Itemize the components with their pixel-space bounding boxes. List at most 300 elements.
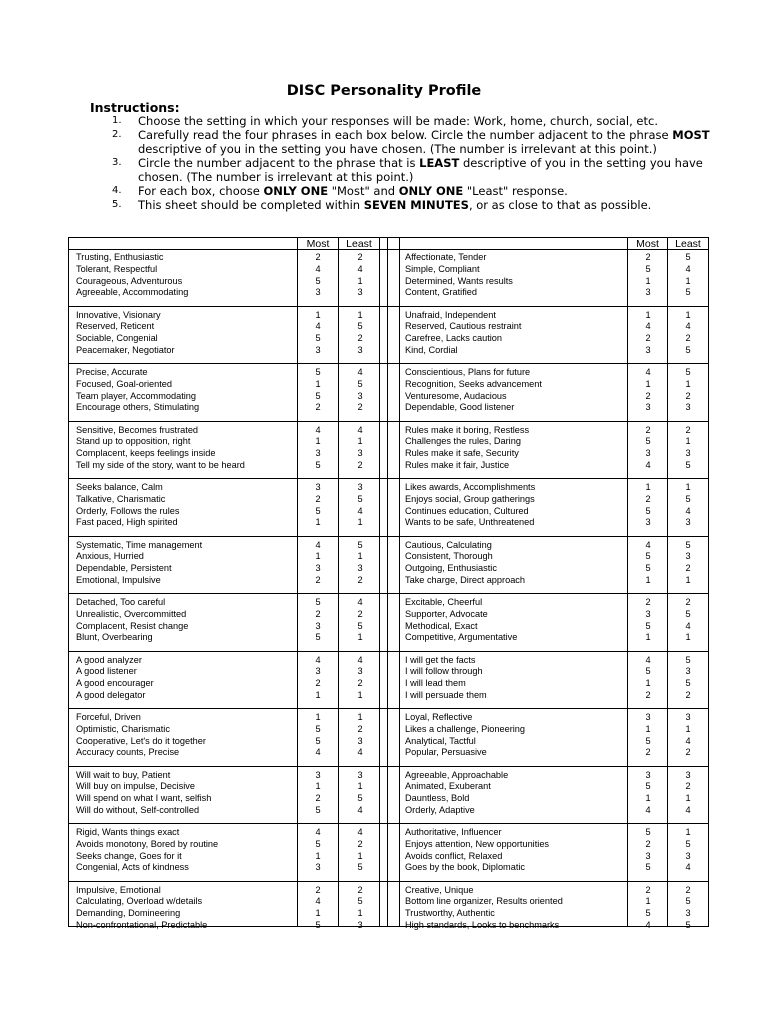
- right-least-number[interactable]: 5: [685, 344, 691, 355]
- right-least-number[interactable]: 5: [685, 539, 691, 550]
- left-most-number[interactable]: 4: [315, 321, 321, 332]
- left-least-number[interactable]: 2: [357, 402, 363, 413]
- right-phrase: Dependable, Good listener: [405, 402, 515, 413]
- right-least-number[interactable]: 2: [685, 563, 691, 574]
- right-phrase: Likes a challenge, Pioneering: [405, 723, 526, 734]
- instruction-fragment: , or as close to that as possible.: [468, 198, 652, 212]
- right-least-number[interactable]: 5: [685, 838, 691, 849]
- right-least-number[interactable]: 2: [685, 884, 691, 895]
- left-least-number[interactable]: 5: [357, 896, 363, 907]
- left-least-number[interactable]: 4: [357, 827, 363, 837]
- right-most-number[interactable]: 4: [645, 539, 651, 550]
- right-phrase: I will follow through: [405, 666, 483, 677]
- right-least-number[interactable]: 5: [685, 896, 691, 907]
- table-row: [69, 781, 708, 792]
- right-most-number[interactable]: 4: [645, 654, 651, 665]
- left-most-number[interactable]: 2: [315, 678, 321, 689]
- left-least-number[interactable]: 1: [357, 436, 363, 447]
- right-least-number[interactable]: 2: [685, 689, 691, 700]
- left-least-number[interactable]: 1: [357, 689, 363, 700]
- left-most-number[interactable]: 5: [315, 919, 321, 930]
- right-least-number[interactable]: 4: [685, 505, 691, 516]
- right-most-number[interactable]: 1: [645, 793, 651, 804]
- group-divider: [69, 421, 708, 422]
- right-most-header: Most: [636, 238, 659, 250]
- left-most-number[interactable]: 2: [315, 608, 321, 619]
- right-most-number[interactable]: 4: [645, 804, 651, 815]
- left-least-number[interactable]: 2: [357, 723, 363, 734]
- left-least-number[interactable]: 5: [357, 793, 363, 804]
- left-least-number[interactable]: 1: [357, 908, 363, 919]
- table-row: [69, 609, 708, 620]
- left-phrase: Systematic, Time management: [76, 539, 203, 550]
- right-least-number[interactable]: 4: [685, 321, 691, 332]
- left-most-number[interactable]: 3: [315, 769, 321, 780]
- instruction-fragment: Carefully read the four phrases in each box below. Circle the number adjacent to the phrase: [138, 128, 673, 142]
- right-most-number[interactable]: 3: [645, 448, 651, 459]
- left-most-number[interactable]: 5: [315, 390, 321, 401]
- left-least-number[interactable]: 4: [357, 804, 363, 815]
- table-row: [69, 747, 708, 758]
- left-phrase: Trusting, Enthusiastic: [76, 252, 164, 262]
- right-phrase: Consistent, Thorough: [405, 551, 493, 562]
- right-phrase: Cautious, Calculating: [405, 539, 492, 550]
- right-phrase: I will persuade them: [405, 689, 487, 700]
- left-phrase: Will wait to buy, Patient: [76, 769, 171, 780]
- right-most-number[interactable]: 1: [645, 309, 651, 320]
- right-phrase: Conscientious, Plans for future: [405, 367, 531, 377]
- left-least-number[interactable]: 5: [357, 862, 363, 873]
- right-least-number[interactable]: 4: [685, 620, 691, 631]
- right-least-number[interactable]: 3: [685, 850, 691, 861]
- left-phrase: A good listener: [76, 666, 137, 677]
- right-least-number[interactable]: 5: [685, 367, 691, 377]
- right-phrase: I will get the facts: [405, 654, 476, 665]
- left-least-number[interactable]: 3: [357, 448, 363, 459]
- left-phrase: Agreeable, Accommodating: [76, 287, 189, 298]
- left-most-number[interactable]: 2: [315, 493, 321, 504]
- left-most-number[interactable]: 5: [315, 804, 321, 815]
- right-most-number[interactable]: 1: [645, 275, 651, 286]
- right-most-number[interactable]: 4: [645, 459, 651, 470]
- left-most-number[interactable]: 1: [315, 551, 321, 562]
- right-most-number[interactable]: 5: [645, 263, 651, 274]
- left-most-number[interactable]: 3: [315, 666, 321, 677]
- right-most-number[interactable]: 2: [645, 838, 651, 849]
- left-most-number[interactable]: 3: [315, 482, 321, 492]
- right-least-number[interactable]: 5: [685, 459, 691, 470]
- right-least-number[interactable]: 3: [685, 908, 691, 919]
- right-most-number[interactable]: 1: [645, 723, 651, 734]
- right-most-number[interactable]: 5: [645, 862, 651, 873]
- right-most-number[interactable]: 3: [645, 517, 651, 528]
- right-phrase: Continues education, Cultured: [405, 505, 529, 516]
- left-least-number[interactable]: 5: [357, 493, 363, 504]
- left-least-number[interactable]: 1: [357, 551, 363, 562]
- left-most-number[interactable]: 3: [315, 620, 321, 631]
- left-phrase: Non-confrontational, Predictable: [76, 919, 208, 930]
- left-least-number[interactable]: 2: [357, 884, 363, 895]
- left-most-number[interactable]: 4: [315, 424, 321, 435]
- left-most-number[interactable]: 5: [315, 838, 321, 849]
- right-least-number[interactable]: 1: [685, 723, 691, 734]
- right-most-number[interactable]: 5: [645, 908, 651, 919]
- left-most-number[interactable]: 1: [315, 712, 321, 722]
- left-least-number[interactable]: 4: [357, 597, 363, 607]
- instruction-text: [138, 156, 710, 184]
- right-least-number[interactable]: 3: [685, 666, 691, 677]
- left-most-number[interactable]: 1: [315, 378, 321, 389]
- left-least-number[interactable]: 1: [357, 309, 363, 320]
- right-least-number[interactable]: 1: [685, 309, 691, 320]
- right-most-number[interactable]: 1: [645, 574, 651, 585]
- table-row: [69, 448, 708, 459]
- instruction-fragment: "Most" and: [328, 184, 399, 198]
- left-most-number[interactable]: 1: [315, 436, 321, 447]
- right-most-number[interactable]: 2: [645, 252, 651, 262]
- right-most-number[interactable]: 5: [645, 827, 651, 837]
- right-most-number[interactable]: 5: [645, 781, 651, 792]
- right-least-number[interactable]: 3: [685, 448, 691, 459]
- right-most-number[interactable]: 4: [645, 321, 651, 332]
- left-phrase: Avoids monotony, Bored by routine: [76, 838, 219, 849]
- left-phrase: Fast paced, High spirited: [76, 517, 178, 528]
- table-row: [69, 310, 708, 321]
- right-least-number[interactable]: 1: [685, 827, 691, 837]
- left-most-number[interactable]: 4: [315, 827, 321, 837]
- left-least-number[interactable]: 1: [357, 712, 363, 722]
- right-least-number[interactable]: 4: [685, 804, 691, 815]
- right-least-number[interactable]: 5: [685, 919, 691, 930]
- table-row: [69, 436, 708, 447]
- left-phrase: Accuracy counts, Precise: [76, 747, 180, 758]
- instruction-number: 1.: [112, 115, 122, 126]
- table-row: [69, 460, 708, 471]
- right-phrase: Loyal, Reflective: [405, 712, 473, 722]
- right-most-number[interactable]: 1: [645, 378, 651, 389]
- left-most-number[interactable]: 5: [315, 597, 321, 607]
- left-phrase: Congenial, Acts of kindness: [76, 862, 189, 873]
- right-least-number[interactable]: 5: [685, 287, 691, 298]
- left-most-number[interactable]: 5: [315, 632, 321, 643]
- left-least-number[interactable]: 2: [357, 252, 363, 262]
- left-most-number[interactable]: 4: [315, 654, 321, 665]
- group-divider: [69, 593, 708, 594]
- right-most-number[interactable]: 5: [645, 563, 651, 574]
- left-most-number[interactable]: 5: [315, 333, 321, 344]
- right-most-number[interactable]: 2: [645, 424, 651, 435]
- right-most-number[interactable]: 3: [645, 769, 651, 780]
- instruction-emphasis: LEAST: [419, 156, 460, 170]
- left-phrase: Courageous, Adventurous: [76, 275, 183, 286]
- right-most-number[interactable]: 3: [645, 608, 651, 619]
- left-most-number[interactable]: 2: [315, 402, 321, 413]
- table-row: [69, 540, 708, 551]
- right-least-number[interactable]: 1: [685, 574, 691, 585]
- right-least-number[interactable]: 2: [685, 333, 691, 344]
- group-divider: [69, 651, 708, 652]
- left-most-number[interactable]: 4: [315, 747, 321, 758]
- right-phrase: Popular, Persuasive: [405, 747, 487, 758]
- disc-response-table: [68, 237, 709, 930]
- left-least-number[interactable]: 4: [357, 424, 363, 435]
- right-least-number[interactable]: 4: [685, 862, 691, 873]
- table-row: [69, 563, 708, 574]
- left-most-number[interactable]: 2: [315, 574, 321, 585]
- left-most-number[interactable]: 3: [315, 344, 321, 355]
- right-phrase: Competitive, Argumentative: [405, 632, 518, 643]
- right-most-number[interactable]: 1: [645, 482, 651, 492]
- right-least-number[interactable]: 3: [685, 769, 691, 780]
- table-row: [69, 908, 708, 919]
- right-most-number[interactable]: 2: [645, 390, 651, 401]
- right-least-number[interactable]: 3: [685, 402, 691, 413]
- left-least-number[interactable]: 2: [357, 838, 363, 849]
- table-row: [69, 264, 708, 275]
- left-most-number[interactable]: 5: [315, 505, 321, 516]
- right-most-number[interactable]: 3: [645, 287, 651, 298]
- left-most-number[interactable]: 5: [315, 723, 321, 734]
- right-least-number[interactable]: 2: [685, 424, 691, 435]
- right-most-number[interactable]: 2: [645, 333, 651, 344]
- right-most-number[interactable]: 5: [645, 551, 651, 562]
- left-phrase: Blunt, Overbearing: [76, 632, 153, 643]
- left-most-number[interactable]: 3: [315, 448, 321, 459]
- left-phrase: Tell my side of the story, want to be heard: [76, 459, 245, 470]
- left-least-number[interactable]: 3: [357, 919, 363, 930]
- instruction-item: [110, 128, 710, 156]
- left-least-number[interactable]: 4: [357, 747, 363, 758]
- group-divider: [69, 881, 708, 882]
- left-least-number[interactable]: 1: [357, 275, 363, 286]
- left-phrase: Sociable, Congenial: [76, 333, 158, 344]
- left-most-number[interactable]: 4: [315, 539, 321, 550]
- left-most-header: Most: [306, 238, 330, 250]
- right-most-number[interactable]: 1: [645, 896, 651, 907]
- right-least-number[interactable]: 2: [685, 747, 691, 758]
- table-row: [69, 551, 708, 562]
- table-row: [69, 896, 708, 907]
- table-row: [69, 391, 708, 402]
- left-phrase: Rigid, Wants things exact: [76, 827, 180, 837]
- left-least-number[interactable]: 2: [357, 574, 363, 585]
- right-phrase: Wants to be safe, Unthreatened: [405, 517, 535, 528]
- right-most-number[interactable]: 2: [645, 689, 651, 700]
- instruction-fragment: descriptive of you in the setting you have chosen. (The number is irrelevant at this point.): [138, 142, 657, 156]
- right-phrase: Creative, Unique: [405, 884, 474, 895]
- left-least-number[interactable]: 1: [357, 781, 363, 792]
- left-least-number[interactable]: 5: [357, 620, 363, 631]
- left-phrase: Team player, Accommodating: [76, 390, 197, 401]
- right-least-number[interactable]: 1: [685, 793, 691, 804]
- left-phrase: Will spend on what I want, selfish: [76, 793, 212, 804]
- right-least-number[interactable]: 1: [685, 632, 691, 643]
- left-least-number[interactable]: 3: [357, 735, 363, 746]
- left-most-number[interactable]: 5: [315, 735, 321, 746]
- right-phrase: Unafraid, Independent: [405, 309, 496, 320]
- table-row: [69, 425, 708, 436]
- right-phrase: Trustworthy, Authentic: [405, 908, 495, 919]
- left-least-number[interactable]: 4: [357, 654, 363, 665]
- left-phrase: Detached, Too careful: [76, 597, 166, 607]
- group-divider: [69, 306, 708, 307]
- right-most-number[interactable]: 1: [645, 632, 651, 643]
- right-least-number[interactable]: 1: [685, 482, 691, 492]
- left-least-number[interactable]: 3: [357, 666, 363, 677]
- right-most-number[interactable]: 2: [645, 597, 651, 607]
- left-phrase: Focused, Goal-oriented: [76, 378, 173, 389]
- right-most-number[interactable]: 5: [645, 666, 651, 677]
- instruction-number: 5.: [112, 199, 122, 210]
- right-most-number[interactable]: 3: [645, 712, 651, 722]
- right-phrase: Likes awards, Accomplishments: [405, 482, 536, 492]
- right-most-number[interactable]: 4: [645, 367, 651, 377]
- right-least-number[interactable]: 5: [685, 608, 691, 619]
- left-phrase: Stand up to opposition, right: [76, 436, 191, 447]
- left-most-number[interactable]: 2: [315, 793, 321, 804]
- left-phrase: Demanding, Domineering: [76, 908, 181, 919]
- right-least-number[interactable]: 4: [685, 263, 691, 274]
- right-least-number[interactable]: 1: [685, 378, 691, 389]
- right-least-number[interactable]: 1: [685, 436, 691, 447]
- left-least-number[interactable]: 1: [357, 850, 363, 861]
- instruction-item: [110, 184, 710, 198]
- left-least-number[interactable]: 2: [357, 459, 363, 470]
- left-least-number[interactable]: 4: [357, 367, 363, 377]
- page-title: DISC Personality Profile: [286, 83, 482, 99]
- instruction-number: 2.: [112, 129, 122, 140]
- left-most-number[interactable]: 1: [315, 517, 321, 528]
- right-least-number[interactable]: 3: [685, 551, 691, 562]
- right-least-number[interactable]: 3: [685, 712, 691, 722]
- left-least-number[interactable]: 1: [357, 632, 363, 643]
- right-most-number[interactable]: 2: [645, 493, 651, 504]
- right-least-number[interactable]: 2: [685, 597, 691, 607]
- left-least-number[interactable]: 3: [357, 769, 363, 780]
- right-most-number[interactable]: 5: [645, 436, 651, 447]
- left-least-number[interactable]: 3: [357, 563, 363, 574]
- table-row: [69, 597, 708, 608]
- left-phrase: Dependable, Persistent: [76, 563, 172, 574]
- table-row: [69, 678, 708, 689]
- right-phrase: Enjoys attention, New opportunities: [405, 838, 550, 849]
- right-phrase: Analytical, Tactful: [405, 735, 476, 746]
- left-most-number[interactable]: 5: [315, 367, 321, 377]
- left-least-number[interactable]: 5: [357, 378, 363, 389]
- table-row: [69, 690, 708, 701]
- right-phrase: Dauntless, Bold: [405, 793, 470, 804]
- left-most-number[interactable]: 4: [315, 896, 321, 907]
- left-least-number[interactable]: 5: [357, 539, 363, 550]
- left-least-number[interactable]: 2: [357, 608, 363, 619]
- instruction-item: [110, 198, 710, 212]
- left-least-number[interactable]: 1: [357, 517, 363, 528]
- right-least-number[interactable]: 2: [685, 781, 691, 792]
- table-row: [69, 321, 708, 332]
- right-least-number[interactable]: 5: [685, 252, 691, 262]
- table-row: [69, 402, 708, 413]
- table-row: [69, 655, 708, 666]
- left-most-number[interactable]: 1: [315, 850, 321, 861]
- right-least-number[interactable]: 2: [685, 390, 691, 401]
- right-phrase: Goes by the book, Diplomatic: [405, 862, 526, 873]
- right-most-number[interactable]: 3: [645, 850, 651, 861]
- right-phrase: Recognition, Seeks advancement: [405, 378, 542, 389]
- right-least-number[interactable]: 4: [685, 735, 691, 746]
- left-most-number[interactable]: 1: [315, 908, 321, 919]
- left-most-number[interactable]: 2: [315, 884, 321, 895]
- left-most-number[interactable]: 1: [315, 689, 321, 700]
- left-least-number[interactable]: 3: [357, 344, 363, 355]
- left-least-number[interactable]: 2: [357, 333, 363, 344]
- right-most-number[interactable]: 3: [645, 402, 651, 413]
- right-least-number[interactable]: 3: [685, 517, 691, 528]
- table-row: [69, 276, 708, 287]
- right-phrase: Affectionate, Tender: [405, 252, 487, 262]
- table-row: [69, 885, 708, 896]
- left-least-number[interactable]: 4: [357, 505, 363, 516]
- table-row: [69, 712, 708, 723]
- left-phrase: Seeks balance, Calm: [76, 482, 163, 492]
- left-phrase: Precise, Accurate: [76, 367, 148, 377]
- right-most-number[interactable]: 1: [645, 678, 651, 689]
- left-most-number[interactable]: 3: [315, 862, 321, 873]
- left-least-number[interactable]: 2: [357, 678, 363, 689]
- left-most-number[interactable]: 1: [315, 309, 321, 320]
- left-phrase: Complacent, Resist change: [76, 620, 189, 631]
- group-divider: [69, 766, 708, 767]
- left-least-number[interactable]: 4: [357, 263, 363, 274]
- right-phrase: Supporter, Advocate: [405, 608, 488, 619]
- right-phrase: Determined, Wants results: [405, 275, 513, 286]
- left-least-number[interactable]: 5: [357, 321, 363, 332]
- right-least-number[interactable]: 5: [685, 493, 691, 504]
- right-phrase: Rules make it boring, Restless: [405, 424, 530, 435]
- left-least-number[interactable]: 3: [357, 482, 363, 492]
- left-most-number[interactable]: 5: [315, 275, 321, 286]
- instructions-list: [110, 114, 710, 212]
- left-most-number[interactable]: 2: [315, 252, 321, 262]
- left-most-number[interactable]: 3: [315, 563, 321, 574]
- right-most-number[interactable]: 3: [645, 344, 651, 355]
- left-phrase: A good encourager: [76, 678, 154, 689]
- instruction-text: [138, 184, 710, 198]
- right-phrase: Authoritative, Influencer: [405, 827, 502, 837]
- left-least-number[interactable]: 3: [357, 390, 363, 401]
- left-least-number[interactable]: 3: [357, 287, 363, 298]
- right-least-number[interactable]: 5: [685, 654, 691, 665]
- right-most-number[interactable]: 2: [645, 747, 651, 758]
- instruction-fragment: Choose the setting in which your responses will be made: Work, home, church, social, etc.: [138, 114, 658, 128]
- instruction-fragment: "Least" response.: [463, 184, 568, 198]
- right-phrase: Methodical, Exact: [405, 620, 478, 631]
- right-least-number[interactable]: 5: [685, 678, 691, 689]
- right-most-number[interactable]: 4: [645, 919, 651, 930]
- left-most-number[interactable]: 3: [315, 287, 321, 298]
- table-row: [69, 920, 708, 931]
- table-row: [69, 736, 708, 747]
- left-most-number[interactable]: 1: [315, 781, 321, 792]
- instruction-text: [138, 198, 710, 212]
- right-least-number[interactable]: 1: [685, 275, 691, 286]
- right-most-number[interactable]: 5: [645, 620, 651, 631]
- right-most-number[interactable]: 5: [645, 735, 651, 746]
- left-most-number[interactable]: 4: [315, 263, 321, 274]
- right-most-number[interactable]: 5: [645, 505, 651, 516]
- instruction-number: 3.: [112, 157, 122, 168]
- left-most-number[interactable]: 5: [315, 459, 321, 470]
- right-most-number[interactable]: 2: [645, 884, 651, 895]
